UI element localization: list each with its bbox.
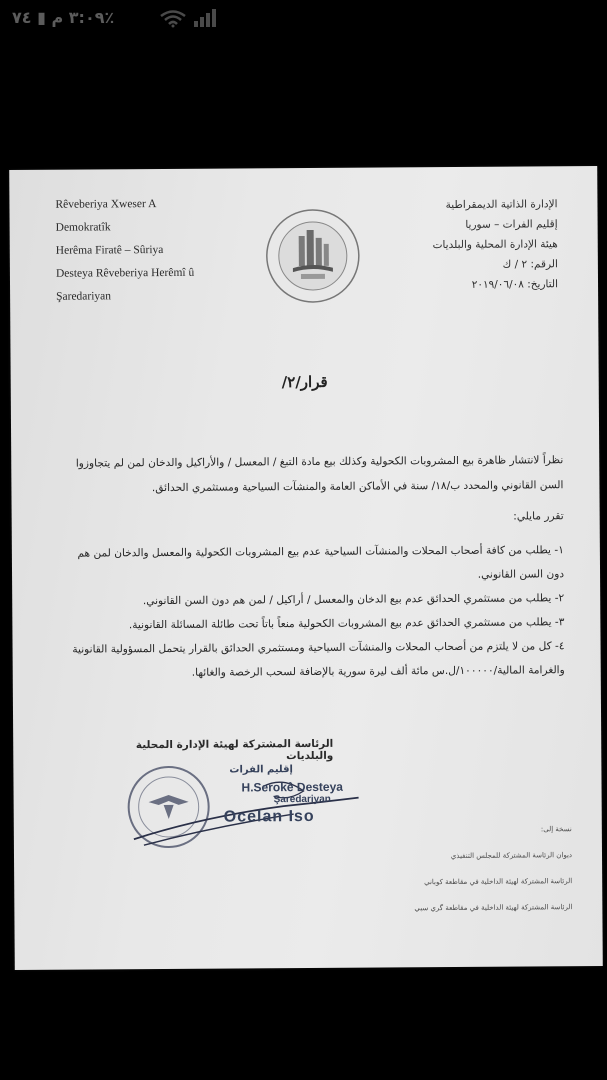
latin-header xyxy=(55,192,256,308)
decision-item: ٤- كل من لا يلتزم من أصحاب المحلات والمنشآت السياحية ومستثمري الحدائق بالقرار يتحمل المسؤولية القانونية والغرامة المالية/١٠٠٠٠٠/ل.س مائة ألف ليرة سورية بالإضافة لسحب الرخصة والغائها. xyxy=(72,640,565,679)
stamp-line-2: Şaredariyan xyxy=(273,793,331,806)
signature-title: الرئاسة المشتركة لهيئة الإدارة المحلية والبلديات xyxy=(135,737,334,763)
decision-title: قرار/٢/ xyxy=(281,372,328,392)
document-paper xyxy=(9,166,603,970)
arabic-header-line: هيئة الإدارة المحلية والبلديات xyxy=(432,238,558,252)
stamp-line-1: H.Serokê Desteya xyxy=(241,779,343,795)
latin-header-line: Desteya Rêveberiya Herêmî û xyxy=(55,266,195,280)
arabic-header-line: الرقم: ٢ / ك xyxy=(502,258,558,271)
status-bar xyxy=(0,0,607,40)
status-text: ٣:٠٩ م ▮ ٧٤٪ xyxy=(12,8,115,27)
latin-header-line: Herêma Firatê – Sûriya xyxy=(55,243,164,257)
arabic-header xyxy=(357,194,558,295)
intro-paragraph: نظراً لانتشار ظاهرة بيع المشروبات الكحولية وكذلك بيع مادة التبغ / المعسل / والأراكيل والدخان لمن لم يتجاوزوا السن القانوني والمحدد ب/١٨/ سنة في الأماكن العامة والمنشآت السياحية ومستثمري الحدائق. xyxy=(75,454,564,495)
official-stamp xyxy=(113,755,394,857)
arabic-header-line: الإدارة الذاتية الديمقراطية xyxy=(445,198,558,212)
copies-line: الرئاسة المشتركة لهيئة الداخلية في مقاطعة كوباني xyxy=(424,877,573,887)
authority-seal-logo xyxy=(264,208,361,305)
arabic-header-line: إقليم الفرات – سوريا xyxy=(465,218,558,231)
copies-line: نسخة إلى: xyxy=(540,825,572,834)
signal-icon xyxy=(192,9,218,27)
copies-line: ديوان الرئاسة المشتركة للمجلس التنفيذي xyxy=(450,851,573,860)
decision-item: ٣- يطلب من مستثمري الحدائق عدم بيع المشروبات الكحولية منعاً باتاً تحت طائلة المسائلة القانونية. xyxy=(128,616,565,632)
stamp-arabic-text: إقليم الفرات xyxy=(229,764,293,776)
latin-header-line: Şaredariyan xyxy=(56,290,112,303)
wifi-icon xyxy=(160,10,186,28)
copies-line: الرئاسة المشتركة لهيئة الداخلية في مقاطعة گري سبي xyxy=(414,903,573,913)
stamp-signatory-name: Ocelan Iso xyxy=(223,807,315,826)
decision-items xyxy=(64,538,565,685)
latin-header-line: Rêveberiya Xweser A xyxy=(55,198,157,211)
copies-list xyxy=(372,816,573,921)
decision-item: ١- يطلب من كافة أصحاب المحلات والمنشآت السياحية عدم بيع المشروبات الكحولية والمعسل والدخان لمن هم دون السن القانوني. xyxy=(77,544,565,581)
decided-label: تقرر مايلي: xyxy=(513,510,564,523)
latin-header-line: Demokratîk xyxy=(55,221,111,234)
arabic-header-line: التاريخ: ٢٠١٩/٠٦/٠٨ xyxy=(471,278,559,291)
decision-item: ٢- يطلب من مستثمري الحدائق عدم بيع الدخان والمعسل / أراكيل / لمن هم دون السن القانوني. xyxy=(142,592,565,608)
